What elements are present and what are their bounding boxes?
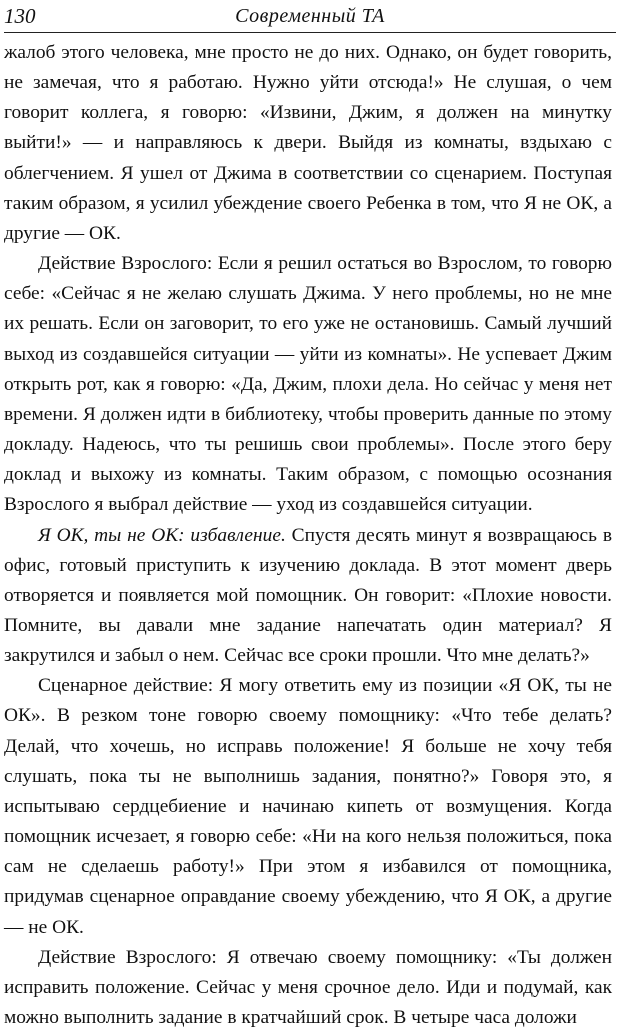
paragraph-text: Спустя десять минут я возвращаюсь в офис, готовый приступить к изучению доклада. В этот момент дверь отворяется и появляется мой помощник. Он говорит: «Плохие новости. Помните, вы давали мне задание напечатать один материал? Я закрутился и забыл о нем. Сейчас все сроки прошли. Что мне делать?» (4, 524, 612, 667)
paragraph-text: Действие Взрослого: Я отвечаю своему помощнику: «Ты должен исправить положение. Сейчас у меня срочное дело. Иди и подумай, как можно выполнить задание в кратчайший срок. В четыре часа доложи (4, 946, 612, 1028)
paragraph-riddance (4, 521, 612, 672)
paragraph-script-action (4, 671, 612, 942)
paragraph-text: жалоб этого человека, мне просто не до них. Однако, он будет говорить, не замечая, что я работаю. Нужно уйти отсюда!» Не слушая, о чем говорит коллега, я говорю: «Извини, Джим, я должен на минутку выйти!» — и направляюсь к двери. Выйдя из комнаты, вздыхаю с облегчением. Я ушел от Джима в соответствии со сценарием. Поступая таким образом, я усилил убеждение своего Ребенка в том, что Я не ОК, а другие — ОК. (4, 42, 612, 244)
page-number: 130 (4, 4, 36, 28)
paragraph-continuation (4, 38, 612, 249)
paragraph-italic-lead: Я ОК, ты не ОК: избавление. (38, 524, 286, 546)
body-text (4, 38, 612, 1033)
paragraph-text: Действие Взрослого: Если я решил остаться во Взрослом, то говорю себе: «Сейчас я не желаю слушать Джима. У него проблемы, но не мне их решать. Если он заговорит, то его уже не остановишь. Самый лучший выход из создавшейся ситуации — уйти из комнаты». Не успевает Джим открыть рот, как я говорю: «Да, Джим, плохи дела. Но сейчас у меня нет времени. Я должен идти в библиотеку, чтобы проверить данные по этому докладу. Надеюсь, что ты решишь свои проблемы». После этого беру доклад и выхожу из комнаты. Таким образом, с помощью осознания Взрослого я выбрал действие — уход из создавшейся ситуации. (4, 253, 612, 516)
paragraph-text: Сценарное действие: Я могу ответить ему из позиции «Я ОК, ты не ОК». В резком тоне говорю своему помощнику: «Что тебе делать? Делай, что хочешь, но исправь положение! Я больше не хочу тебя слушать, пока ты не выполнишь задания, понятно?» Говоря это, я испытываю сердцебиение и начинаю кипеть от возмущения. Когда помощник исчезает, я говорю себе: «Ни на кого нельзя положиться, пока сам не сделаешь работу!» При этом я избавился от помощника, придумав сценарное оправдание своему убеждению, что Я ОК, а другие — не ОК. (4, 675, 612, 938)
paragraph-adult-action-jim (4, 249, 612, 520)
running-title: Современный ТА (235, 5, 385, 27)
page-header (4, 2, 616, 33)
paragraph-adult-action-assistant (4, 943, 612, 1033)
